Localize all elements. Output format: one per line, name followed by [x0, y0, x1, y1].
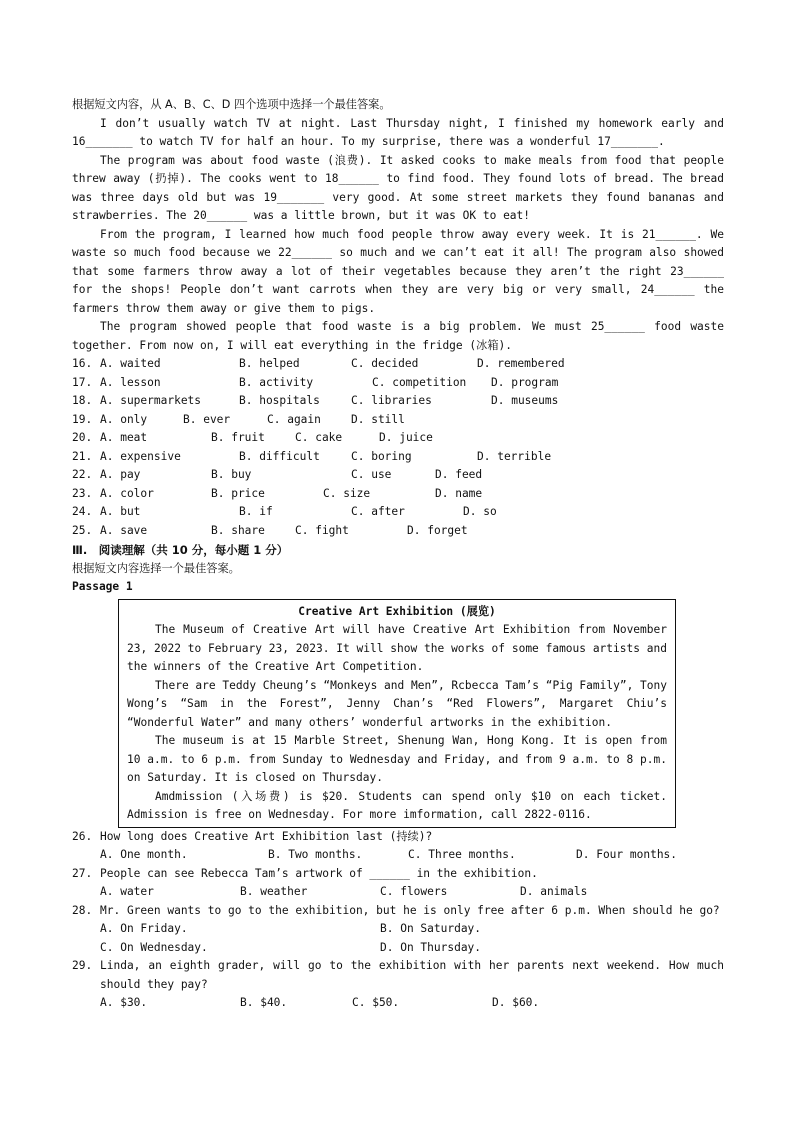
question-text: How long does Creative Art Exhibition last (持续)?	[100, 829, 433, 843]
option-row-19	[72, 411, 724, 430]
option-c: C. competition	[372, 375, 467, 389]
option-b: B. weather	[240, 885, 308, 898]
option-c: C. use	[351, 468, 392, 481]
option-c: C. fight	[295, 523, 349, 537]
question-stem	[72, 865, 724, 884]
question-number: 18.	[72, 394, 93, 407]
notice-title: Creative Art Exhibition (展览)	[298, 604, 496, 618]
question-29	[72, 957, 724, 1013]
notice-paragraph-2: There are Teddy Cheung’s “Monkeys and Men”, Rcbecca Tam’s “Pig Family”, Tony Wong’s “Sam in the Forest”, Jenny Chan’s “Red Flowers”, Margaret Chiu’s “Wonderful Water” and many others’ wonderful artworks in the exhibition.	[127, 678, 667, 729]
question-options	[100, 846, 724, 865]
notice-paragraph-4: Amdmission (入场费) is $20. Students can spend only $10 on each ticket. Admission is free on Wednesday. For more imformation, call 2822-0116.	[127, 789, 667, 821]
option-d: D. terrible	[477, 449, 552, 463]
question-options	[100, 994, 724, 1013]
option-c: C. flowers	[380, 885, 448, 898]
option-row-16	[72, 355, 724, 374]
option-row-20	[72, 429, 724, 448]
option-d: D. juice	[379, 431, 433, 444]
option-d: D. still	[351, 412, 405, 426]
option-c: C. On Wednesday.	[100, 940, 208, 954]
question-number: 24.	[72, 505, 93, 518]
exhibition-notice-box	[118, 599, 676, 828]
cloze-options	[72, 355, 724, 540]
option-b: B. buy	[211, 468, 252, 481]
option-a: A. One month.	[100, 848, 188, 861]
option-d: D. Four months.	[576, 848, 678, 861]
option-b: B. activity	[239, 375, 314, 389]
cloze-paragraph-3: From the program, I learned how much food people throw away every week. It is 21______. We waste so much food because we 22______ so much and we can’t eat it all! The program also showed that some farmers throw away a lot of their vegetables because they aren’t the right 23______ for the shops! People don’t want carrots when they are very big or very small, 24______ the farmers throw them away or give them to pigs.	[72, 227, 724, 315]
option-b: B. $40.	[240, 996, 288, 1009]
question-text: Mr. Green wants to go to the exhibition, but he is only free after 6 p.m. When should he go?	[100, 903, 720, 917]
question-27	[72, 865, 724, 902]
section-title: Ⅲ. 阅读理解（共 10 分，每小题 1 分）	[72, 543, 289, 557]
option-row-17	[72, 374, 724, 393]
question-stem	[72, 902, 724, 921]
option-b: B. difficult	[239, 449, 320, 463]
option-d: D. remembered	[477, 357, 565, 370]
question-28	[72, 902, 724, 958]
option-d: D. feed	[435, 468, 483, 481]
question-stem	[72, 828, 724, 847]
option-b: B. helped	[239, 357, 300, 370]
option-a: A. supermarkets	[100, 394, 202, 407]
option-d: D. museums	[491, 394, 559, 407]
option-c: C. decided	[351, 357, 419, 370]
option-d: D. forget	[407, 523, 468, 537]
question-options	[100, 883, 724, 902]
question-number: 17.	[72, 375, 93, 389]
option-c: C. again	[267, 412, 321, 426]
cloze-instruction: 根据短文内容，从 A、B、C、D 四个选项中选择一个最佳答案。	[72, 98, 391, 111]
option-c: C. boring	[351, 449, 412, 463]
option-b: B. if	[239, 505, 273, 518]
cloze-paragraph-2: The program was about food waste (浪费). It asked cooks to make meals from food that people threw away (扔掉). The cooks went to 18______ to find food. They found lots of bread. The bread was three days old but was 19_______ very good. At some street markets they found bananas and strawberries. The 20______ was a little brown, but it was OK to eat!	[72, 153, 724, 222]
option-b: B. price	[211, 486, 265, 500]
option-a: A. meat	[100, 431, 148, 444]
option-row-23	[72, 485, 724, 504]
question-number: 26.	[72, 829, 93, 843]
cloze-paragraph-1: I don’t usually watch TV at night. Last Thursday night, I finished my homework early and 16_______ to watch TV for half an hour. To my surprise, there was a wonderful 17_______.	[72, 116, 724, 148]
option-a: A. lesson	[100, 375, 161, 389]
option-c: C. after	[351, 505, 405, 518]
option-c: C. cake	[295, 431, 343, 444]
option-d: D. animals	[520, 885, 588, 898]
question-number: 21.	[72, 449, 93, 463]
passage-label: Passage 1	[72, 580, 133, 593]
option-row-21	[72, 448, 724, 467]
question-text: People can see Rebecca Tam’s artwork of ______ in the exhibition.	[100, 866, 538, 880]
option-b: B. ever	[183, 412, 231, 426]
question-number: 19.	[72, 412, 93, 426]
question-number: 29.	[72, 959, 93, 972]
option-b: B. Two months.	[268, 848, 363, 861]
option-c: C. size	[323, 486, 371, 500]
option-row-25	[72, 522, 724, 541]
option-a: A. $30.	[100, 996, 148, 1009]
question-text: Linda, an eighth grader, will go to the exhibition with her parents next weekend. How much should they pay?	[100, 959, 724, 991]
question-number: 20.	[72, 431, 93, 444]
option-a: A. only	[100, 412, 148, 426]
option-a: A. color	[100, 486, 154, 500]
document-page	[72, 96, 724, 1013]
option-d: D. On Thursday.	[380, 940, 482, 954]
option-d: D. so	[463, 505, 497, 518]
option-row-18	[72, 392, 724, 411]
option-a: A. save	[100, 523, 148, 537]
option-a: A. On Friday.	[100, 922, 188, 935]
option-a: A. water	[100, 885, 154, 898]
notice-paragraph-1: The Museum of Creative Art will have Creative Art Exhibition from November 23, 2022 to February 23, 2023. It will show the works of some famous artists and the winners of the Creative Art Competition.	[127, 623, 667, 673]
option-a: A. pay	[100, 468, 141, 481]
option-b: B. share	[211, 523, 265, 537]
question-number: 25.	[72, 523, 93, 537]
option-d: D. $60.	[492, 996, 540, 1009]
option-d: D. program	[491, 375, 559, 389]
option-d: D. name	[435, 486, 483, 500]
question-options-row-2	[100, 939, 724, 958]
option-a: A. expensive	[100, 449, 181, 463]
option-a: A. waited	[100, 357, 161, 370]
question-stem	[72, 957, 724, 994]
notice-paragraph-3: The museum is at 15 Marble Street, Shenung Wan, Hong Kong. It is open from 10 a.m. to 6 p.m. from Sunday to Wednesday and Friday, and from 9 a.m. to 8 p.m. on Saturday. It is closed on Thursday.	[127, 734, 667, 784]
option-row-22	[72, 466, 724, 485]
question-number: 27.	[72, 866, 93, 880]
option-b: B. hospitals	[239, 394, 320, 407]
question-number: 22.	[72, 468, 93, 481]
option-c: C. $50.	[352, 996, 400, 1009]
question-number: 23.	[72, 486, 93, 500]
option-b: B. On Saturday.	[380, 922, 482, 935]
option-b: B. fruit	[211, 431, 265, 444]
option-c: C. libraries	[351, 394, 432, 407]
option-c: C. Three months.	[408, 848, 516, 861]
cloze-paragraph-4: The program showed people that food waste is a big problem. We must 25______ food waste together. From now on, I will eat everything in the fridge (冰箱).	[72, 320, 724, 352]
reading-instruction: 根据短文内容选择一个最佳答案。	[72, 561, 240, 575]
question-number: 28.	[72, 903, 93, 917]
question-options-row-1	[100, 920, 724, 939]
question-26	[72, 828, 724, 865]
option-a: A. but	[100, 505, 141, 518]
question-number: 16.	[72, 357, 93, 370]
option-row-24	[72, 503, 724, 522]
